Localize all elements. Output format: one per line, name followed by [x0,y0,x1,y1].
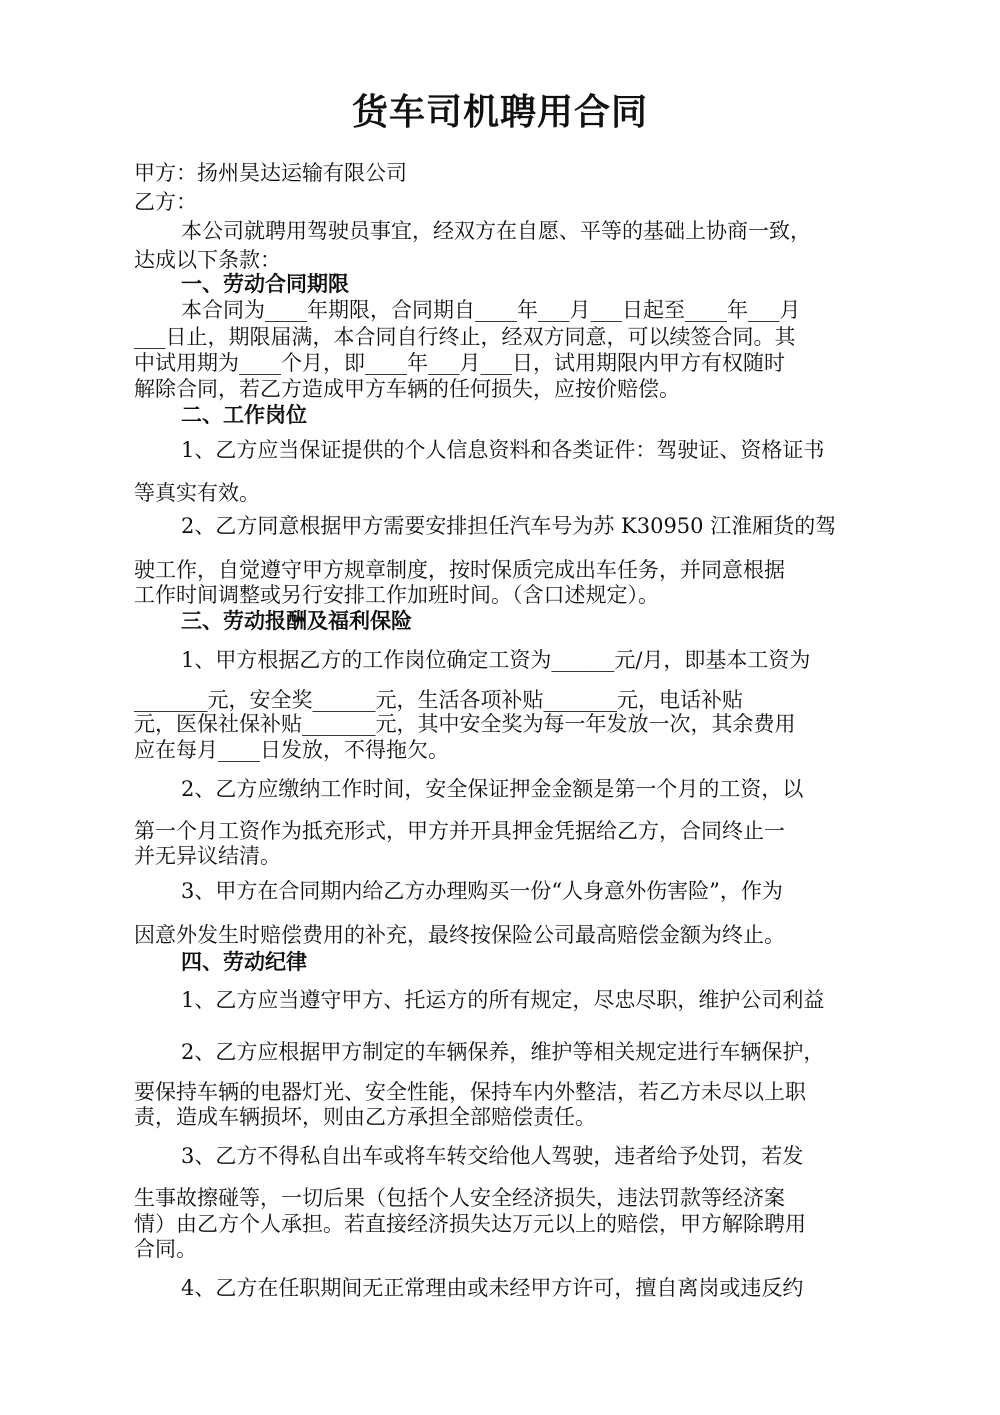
paragraph-line: 应在每月____日发放，不得拖欠。 [134,738,449,762]
paragraph-line: 第一个月工资作为抵充形式，甲方并开具押金凭据给乙方，合同终止一 [134,819,785,843]
paragraph-line: 1、乙方应当保证提供的个人信息资料和各类证件：驾驶证、资格证书 [181,438,825,462]
paragraph-line: 并无异议结清。 [134,844,281,868]
paragraph-line: 工作时间调整或另行安排工作加班时间。（含口述规定）。 [134,583,659,607]
paragraph-line: 要保持车辆的电器灯光、安全性能，保持车内外整洁，若乙方未尽以上职 [134,1080,806,1104]
section-heading: 二、工作岗位 [181,402,307,427]
paragraph-line: 解除合同，若乙方造成甲方车辆的任何损失，应按价赔偿。 [134,377,680,401]
paragraph-line: 2、乙方应缴纳工作时间，安全保证押金金额是第一个月的工资，以 [181,777,804,801]
section-heading: 四、劳动纪律 [181,949,307,974]
paragraph-line: 2、乙方同意根据甲方需要安排担任汽车号为苏 K30950 江淮厢货的驾 [181,514,837,538]
paragraph-line: 中试用期为____个月，即____年___月___日，试用期限内甲方有权随时 [134,351,785,375]
paragraph-line: 本合同为____年期限，合同期自____年___月___日起至____年___月 [181,298,801,322]
paragraph-line: 1、甲方根据乙方的工作岗位确定工资为______元/月，即基本工资为 [181,648,811,672]
paragraph-line: 4、乙方在任职期间无正常理由或未经甲方许可，擅自离岗或违反约 [181,1276,804,1300]
paragraph-line: 驶工作，自觉遵守甲方规章制度，按时保质完成出车任务，并同意根据 [134,558,785,582]
section-heading: 一、劳动合同期限 [181,271,349,296]
party-a-line: 甲方：扬州昊达运输有限公司 [134,161,407,185]
paragraph-line: 情）由乙方个人承担。若直接经济损失达万元以上的赔偿，甲方解除聘用 [134,1212,806,1236]
paragraph-line: _______元，安全奖______元，生活各项补贴_______元，电话补贴 [134,688,743,712]
paragraph-line: 因意外发生时赔偿费用的补充，最终按保险公司最高赔偿金额为终止。 [134,923,785,947]
paragraph-line: ___日止，期限届满，本合同自行终止，经双方同意，可以续签合同。其 [134,325,796,349]
paragraph-line: 责，造成车辆损坏，则由乙方承担全部赔偿责任。 [134,1105,596,1129]
paragraph-line: 1、乙方应当遵守甲方、托运方的所有规定，尽忠尽职，维护公司利益 [181,988,825,1012]
paragraph-line: 2、乙方应根据甲方制定的车辆保养，维护等相关规定进行车辆保护， [181,1040,825,1064]
section-heading: 三、劳动报酬及福利保险 [181,608,412,633]
intro-paragraph-line: 达成以下条款： [134,248,281,272]
paragraph-line: 元，医保社保补贴_______元，其中安全奖为每一年发放一次，其余费用 [134,712,796,736]
paragraph-line: 合同。 [134,1237,197,1261]
page-title: 货车司机聘用合同 [351,91,648,133]
party-b-line: 乙方： [134,190,197,214]
paragraph-line: 3、甲方在合同期内给乙方办理购买一份“人身意外伤害险”，作为 [181,879,783,903]
paragraph-line: 3、乙方不得私自出车或将车转交给他人驾驶，违者给予处罚，若发 [181,1144,804,1168]
paragraph-line: 等真实有效。 [134,481,260,505]
paragraph-line: 生事故擦碰等，一切后果（包括个人安全经济损失，违法罚款等经济案 [134,1186,785,1210]
intro-paragraph-line: 本公司就聘用驾驶员事宜，经双方在自愿、平等的基础上协商一致， [181,219,811,243]
